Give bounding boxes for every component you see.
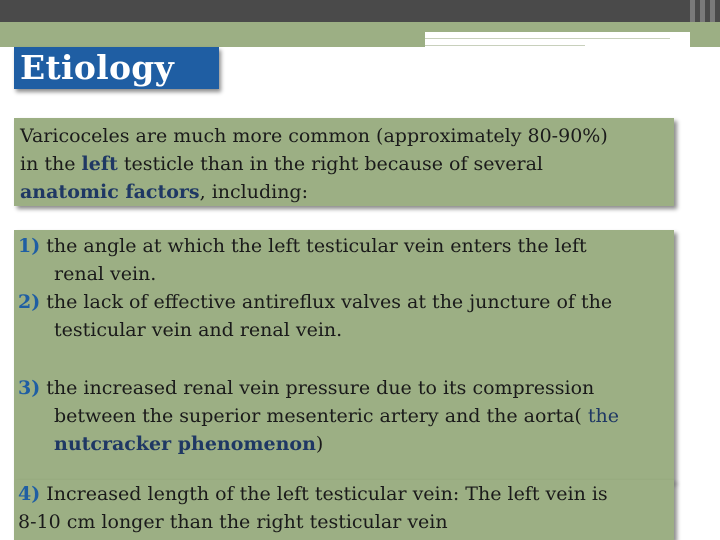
factor-text: the lack of effective antireflux valves at the juncture of the	[40, 291, 613, 313]
top-bar-segment	[690, 0, 695, 22]
decorative-line	[425, 45, 585, 46]
intro-keyword: anatomic factors	[20, 181, 200, 203]
slide-title: Etiology	[20, 48, 175, 87]
intro-text: testicle than in the right because of several	[117, 153, 543, 175]
factor-4-line-1	[18, 480, 608, 508]
top-bar	[0, 0, 720, 22]
intro-line-3	[20, 178, 308, 206]
factor-text: between the superior mesenteric artery and the aorta(	[54, 405, 588, 427]
factor-text: renal vein.	[54, 263, 157, 285]
intro-text: in the	[20, 153, 82, 175]
factor-keyword: nutcracker phenomenon	[54, 433, 316, 455]
top-bar-segment	[710, 0, 715, 22]
intro-line-1	[20, 122, 608, 150]
factor-3-line-2	[18, 402, 619, 430]
intro-line-2	[20, 150, 543, 178]
factor-text: the increased renal vein pressure due to its compression	[40, 377, 595, 399]
factor-keyword: the	[587, 405, 620, 427]
factor-3-line-3	[18, 430, 323, 458]
factor-3-line-1	[18, 374, 594, 402]
factor-text: )	[315, 433, 324, 455]
factor-4-line-2	[18, 508, 448, 536]
factor-1-line-2	[18, 260, 156, 288]
factors-panel	[14, 230, 674, 482]
factor-2-line-2	[18, 316, 342, 344]
intro-panel	[14, 118, 674, 206]
factor-text: Increased length of the left testicular vein: The left vein is	[40, 483, 608, 505]
decorative-strip	[0, 22, 720, 32]
intro-keyword: left	[81, 153, 118, 175]
decorative-line	[425, 38, 670, 39]
factor-number: 2)	[18, 291, 41, 313]
top-bar-segment	[700, 0, 705, 22]
decorative-strip	[690, 32, 720, 47]
factor-text: 8-10 cm longer than the right testicular vein	[18, 511, 448, 533]
factor-number: 3)	[18, 377, 41, 399]
factor-2-line-1	[18, 288, 612, 316]
title-banner	[14, 47, 219, 89]
decorative-strip	[0, 32, 425, 47]
factor-text: testicular vein and renal vein.	[54, 319, 343, 341]
factor-1-line-1	[18, 232, 587, 260]
factor-text: the angle at which the left testicular vein enters the left	[40, 235, 587, 257]
intro-text: Varicoceles are much more common (approximately 80-90%)	[20, 125, 608, 147]
factor-number: 4)	[18, 483, 41, 505]
factor-4-panel	[14, 480, 674, 540]
factor-number: 1)	[18, 235, 41, 257]
intro-text: , including:	[199, 181, 308, 203]
